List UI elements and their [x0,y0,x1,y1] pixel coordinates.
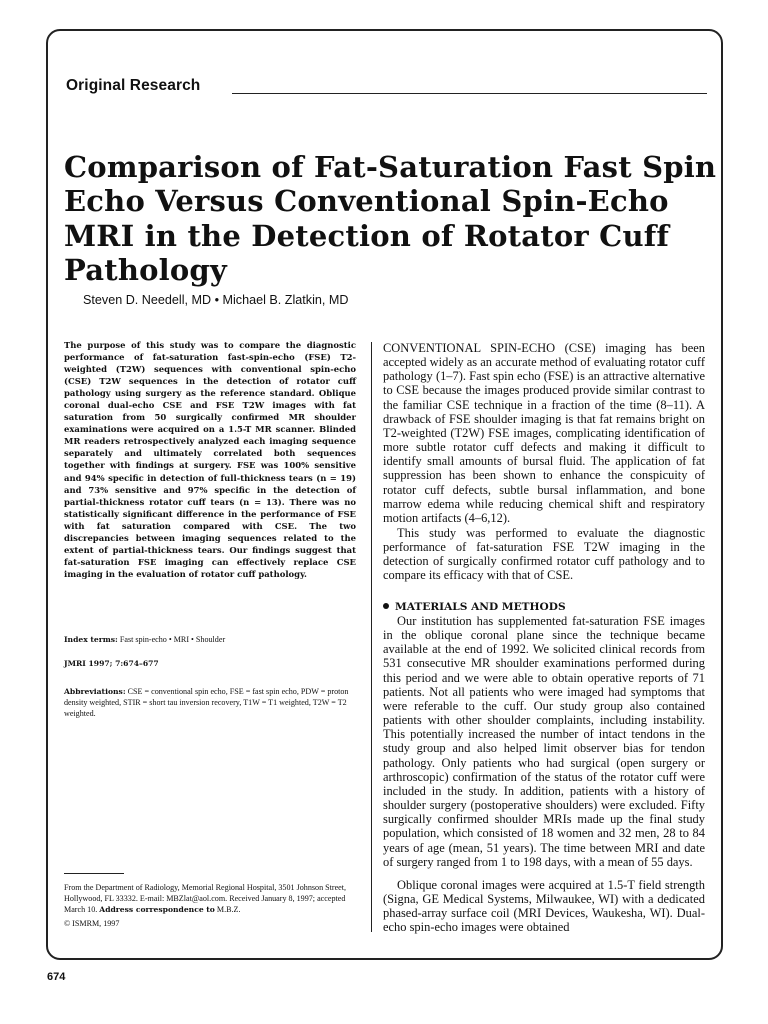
methods-paragraph-2: Oblique coronal images were acquired at 1.5-T field strength (Signa, GE Medical Systems, Milwaukee, WI) with a dedicated phased-array surface coil (MRI Devices, Waukesha, WI). Dual-echo spin-echo images were obtained [383,878,705,935]
index-terms [64,634,360,645]
affiliation-footnote [64,882,360,915]
affiliation-text: From the Department of Radiology, Memorial Regional Hospital, 3501 Johnson Street, Hollywood, FL 33332. E-mail: MBZlat@aol.com. Received January 8, 1997; accepted March 10. [64,883,347,914]
index-terms-label: Index terms: [64,635,118,644]
section-label: Original Research [66,77,201,94]
methods-heading [383,601,566,613]
abbreviations-label: Abbreviations: [64,687,126,696]
bullet-icon [383,603,389,609]
methods-paragraph-1: Our institution has supplemented fat-saturation FSE images in the oblique coronal plane since the technique became available at the end of 1992. We solicited clinical records from 531 consecutive MR shoulder examinations performed during this period and we were able to obtain operative reports of 71 patients. Not all patients who were imaged had symptoms that were referable to the cuff. Our study group also contained patients with other shoulder complaints, including instability. This potentially increased the number of intact tendons in the study group and also helped limit observer bias for tendon pathology. Only patients who had surgical (open surgery or arthroscopic) confirmation of the status of the rotator cuff were included in the study. In addition, patients with a history of shoulder surgery (postoperative shoulders) were excluded. Fifty surgically confirmed shoulder MRIs made up the final study population, which consisted of 18 women and 32 men, 28 to 84 years of age (mean, 51 years). The time between MRI and date of surgery ranged from 1 to 198 days, with a mean of 55 days. [383,614,705,869]
methods-heading-text: MATERIALS AND METHODS [395,601,566,613]
intro-paragraph-2: This study was performed to evaluate the diagnostic performance of fat-saturation FSE T2W imaging in the detection of surgically confirmed rotator cuff pathology and to compare its efficacy with that of CSE. [383,526,705,583]
abstract: The purpose of this study was to compare the diagnostic performance of fat-saturation fast-spin-echo (FSE) T2-weighted (T2W) sequences with conventional spin-echo (CSE) T2W sequences in the detection of rotator cuff pathology using surgery as the reference standard. Oblique coronal dual-echo CSE and FSE T2W images with fat saturation from 50 surgically confirmed MR shoulder examinations were acquired on a 1.5-T MR scanner. Blinded MR readers retrospectively analyzed each imaging sequence separately and ultimately correlated both sequences together with findings at surgery. FSE was 100% sensitive and 94% specific in detection of full-thickness tears (n = 19) and 73% sensitive and 97% specific in the detection of partial-thickness rotator cuff tears (n = 13). There was no statistically significant difference in the performance of FSE with fat saturation compared with CSE. The two discrepancies between imaging sequences related to the extent of partial-thickness tears. Our findings suggest that fat-saturation FSE imaging can effectively replace CSE imaging in the evaluation of rotator cuff pathology. [64,340,356,579]
author-list: Steven D. Needell, MD • Michael B. Zlatkin, MD [83,293,349,307]
citation [64,658,360,669]
correspondence-label: Address correspondence to [99,905,215,914]
copyright: © ISMRM, 1997 [64,919,120,928]
column-divider [371,342,372,932]
index-terms-text: Fast spin-echo • MRI • Shoulder [119,635,226,644]
correspondence-text: M.B.Z. [216,905,241,914]
intro-paragraph-1: CONVENTIONAL SPIN-ECHO (CSE) imaging has been accepted widely as an accurate method of evaluating rotator cuff pathology (1–7). Fast spin echo (FSE) is an attractive alternative to CSE because the images produced provide similar contrast to the familiar CSE technique in a fraction of the time (8–11). A drawback of FSE shoulder imaging is that fat remains bright on T2-weighted (T2W) FSE images, complicating identification of more subtle rotator cuff defects and making it difficult to identify small amounts of bursal fluid. The application of fat suppression has been shown to enhance the conspicuity of rotator cuff defects, subtle bursal inflammation, and bone marrow edema while reducing chemical shift and respiratory motion artifacts (4–6,12). [383,341,705,525]
footnote-rule [64,873,124,874]
page-number: 674 [47,971,66,983]
article-title: Comparison of Fat-Saturation Fast Spin Echo Versus Conventional Spin-Echo MRI in the Detection of Rotator Cuff Pathology [64,150,717,287]
abbreviations [64,686,360,719]
abbreviations-text: CSE = conventional spin echo, FSE = fast spin echo, PDW = proton density weighted, STIR = short tau inversion recovery, T1W = T1 weighted, T2W = T2 weighted. [64,687,349,718]
section-rule [232,93,707,94]
citation-text: JMRI 1997; 7:674–677 [64,659,159,668]
